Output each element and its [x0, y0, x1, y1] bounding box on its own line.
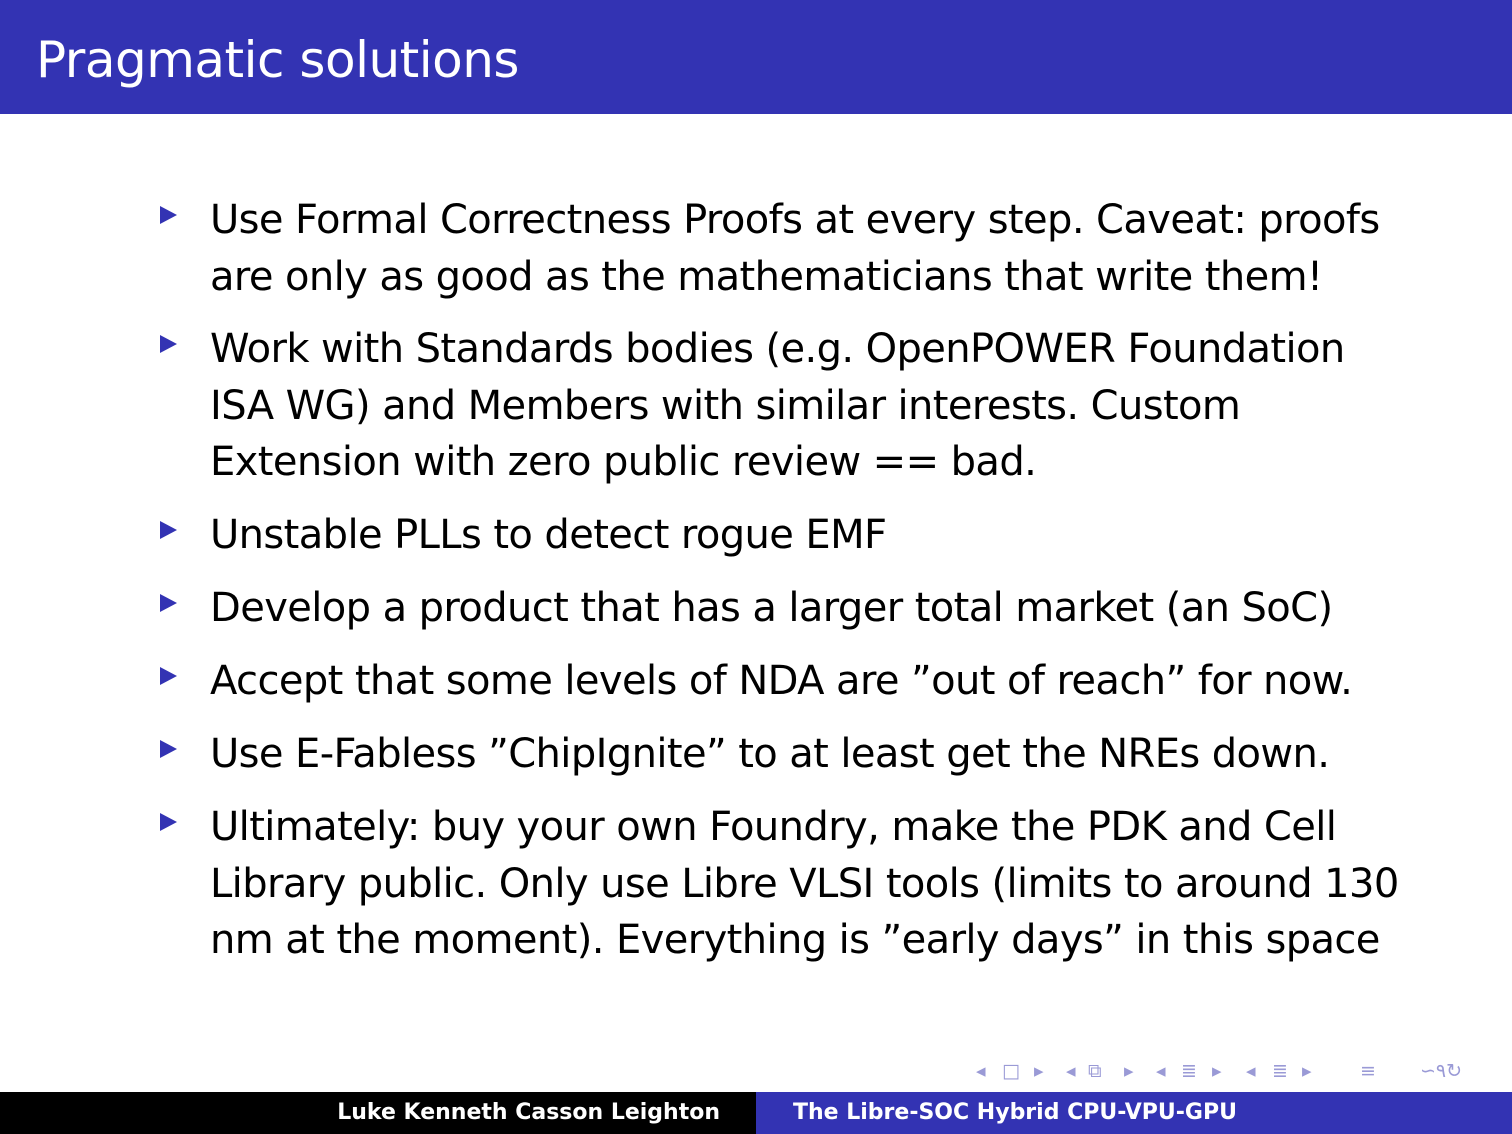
section-next-icon[interactable]: ▸ — [1212, 1060, 1222, 1082]
bullet-triangle-icon — [160, 667, 177, 685]
bullet-text: Unstable PLLs to detect rogue EMF — [210, 512, 887, 558]
appendix-icon[interactable]: ≡ — [1360, 1060, 1376, 1082]
document-prev-icon[interactable]: ◂ — [1246, 1060, 1256, 1082]
subsection-prev-icon[interactable]: ◂ — [1066, 1060, 1076, 1082]
footer-talk-title: The Libre-SOC Hybrid CPU-VPU-GPU — [793, 1100, 1237, 1125]
frame-prev-icon[interactable]: ◂ — [976, 1060, 986, 1082]
frame-icon[interactable]: □ — [1002, 1060, 1020, 1082]
document-next-icon[interactable]: ▸ — [1302, 1060, 1312, 1082]
document-icon[interactable]: ≣ — [1272, 1060, 1288, 1082]
footer-author: Luke Kenneth Casson Leighton — [337, 1100, 720, 1125]
section-prev-icon[interactable]: ◂ — [1156, 1060, 1166, 1082]
footer-author-panel — [0, 1092, 756, 1134]
bullet-text: Develop a product that has a larger total market (an SoC) — [210, 585, 1333, 631]
bullet-text: Work with Standards bodies (e.g. OpenPOWER Foundation ISA WG) and Members with similar interests. Custom Extension with zero public review == bad. — [210, 326, 1345, 485]
bullet-text: Use Formal Correctness Proofs at every step. Caveat: proofs are only as good as the mathematicians that write them! — [210, 197, 1380, 300]
bullet-triangle-icon — [160, 335, 177, 353]
bullet-text: Use E-Fabless ”ChipIgnite” to at least get the NREs down. — [210, 731, 1330, 777]
slide-title: Pragmatic solutions — [36, 31, 519, 89]
search-back-forward-icon[interactable]: ∽۹↻ — [1420, 1060, 1463, 1082]
footer — [0, 1092, 1512, 1134]
bullet-text: Accept that some levels of NDA are ”out of reach” for now. — [210, 658, 1353, 704]
beamer-navigation — [976, 1056, 1506, 1086]
bullet-triangle-icon — [160, 594, 177, 612]
bullet-text: Ultimately: buy your own Foundry, make the PDK and Cell Library public. Only use Libre VLSI tools (limits to around 130 nm at the moment). Everything is ”early days” in this space — [210, 804, 1399, 963]
subsection-icon[interactable]: ⧉ — [1088, 1060, 1102, 1082]
bullet-triangle-icon — [160, 740, 177, 758]
frame-next-icon[interactable]: ▸ — [1034, 1060, 1044, 1082]
bullet-triangle-icon — [160, 521, 177, 539]
footer-title-panel — [756, 1092, 1512, 1134]
section-icon[interactable]: ≣ — [1181, 1060, 1197, 1082]
bullet-triangle-icon — [160, 206, 177, 224]
subsection-next-icon[interactable]: ▸ — [1124, 1060, 1134, 1082]
bullet-triangle-icon — [160, 813, 177, 831]
